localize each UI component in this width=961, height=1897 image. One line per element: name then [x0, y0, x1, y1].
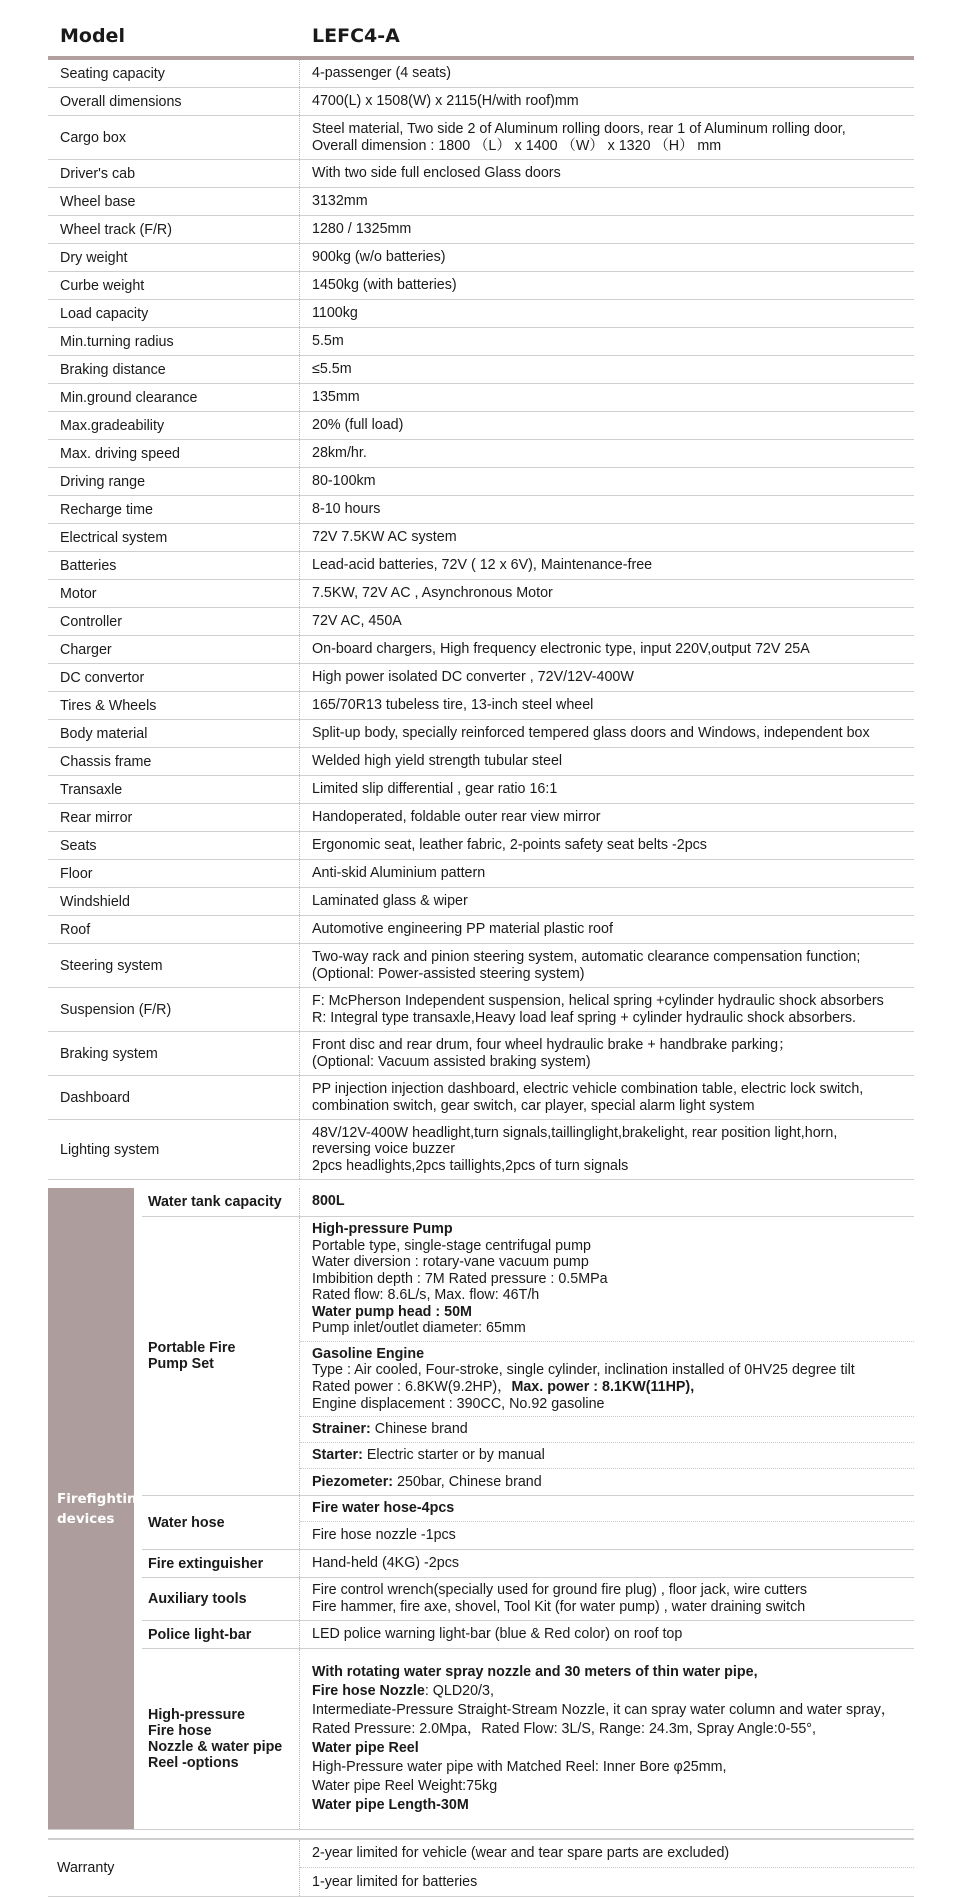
- spec-value-line: 48V/12V-400W headlight,turn signals,taillinglight,brakelight, rear position light,horn,: [312, 1124, 838, 1141]
- firefighting-body: [142, 1188, 914, 1829]
- extinguisher-label: [142, 1550, 300, 1577]
- spec-row: [48, 1120, 914, 1180]
- spec-row: [48, 412, 914, 440]
- spec-row: [48, 832, 914, 860]
- spec-value: [300, 468, 914, 495]
- engine-line: [312, 1379, 914, 1396]
- spec-value: [300, 328, 914, 355]
- spec-row: [48, 188, 914, 216]
- spec-label: Driving range: [48, 468, 300, 495]
- spec-label: Min.ground clearance: [48, 384, 300, 411]
- spec-label: DC convertor: [48, 664, 300, 691]
- spec-label: Steering system: [48, 944, 300, 987]
- spec-label: Cargo box: [48, 116, 300, 159]
- spec-value-line: 1450kg (with batteries): [312, 277, 457, 294]
- spec-value-line: 7.5KW, 72V AC , Asynchronous Motor: [312, 585, 553, 602]
- engine-block: [300, 1342, 914, 1417]
- spec-value-line: On-board chargers, High frequency electronic type, input 220V,output 72V 25A: [312, 641, 810, 658]
- spec-label: Load capacity: [48, 300, 300, 327]
- piezometer-key: Piezometer:: [312, 1473, 394, 1490]
- police-lightbar-label: [142, 1621, 300, 1648]
- spec-row: [48, 664, 914, 692]
- aux-line: Fire hammer, fire axe, shovel, Tool Kit (for water pump) , water draining switch: [312, 1598, 806, 1615]
- spec-value: [300, 1076, 914, 1119]
- starter-value: Electric starter or by manual: [362, 1447, 545, 1464]
- spec-label: Rear mirror: [48, 804, 300, 831]
- spec-value: [300, 244, 914, 271]
- strainer-key: Strainer:: [312, 1421, 371, 1438]
- spec-value: [300, 804, 914, 831]
- spec-value-line: 8-10 hours: [312, 501, 381, 518]
- spec-label: Chassis frame: [48, 748, 300, 775]
- label-text: Water tank capacity: [148, 1194, 282, 1210]
- spec-value: [300, 1032, 914, 1075]
- water-tank-row: [142, 1188, 914, 1217]
- spec-row: [48, 804, 914, 832]
- spec-value-line: R: Integral type transaxle,Heavy load leaf spring + cylinder hydraulic shock absorbers.: [312, 1009, 856, 1026]
- reel-label: [142, 1649, 300, 1829]
- spec-value-line: 3132mm: [312, 193, 368, 210]
- label-text: Portable Fire: [148, 1340, 236, 1356]
- spec-label: Braking system: [48, 1032, 300, 1075]
- spec-value: [300, 356, 914, 383]
- spec-row: [48, 328, 914, 356]
- spec-row: [48, 356, 914, 384]
- spec-label: Floor: [48, 860, 300, 887]
- spec-value: [300, 188, 914, 215]
- spec-label: Charger: [48, 636, 300, 663]
- piezometer-value: 250bar, Chinese brand: [393, 1473, 542, 1490]
- spec-value-line: Front disc and rear drum, four wheel hydraulic brake + handbrake parking；: [312, 1036, 793, 1053]
- spec-row: [48, 580, 914, 608]
- spec-value-line: Lead-acid batteries, 72V ( 12 x 6V), Maintenance-free: [312, 557, 653, 574]
- pump-label: [142, 1217, 300, 1495]
- header-model-name: LEFC4-A: [312, 25, 400, 47]
- spec-value-line: 165/70R13 tubeless tire, 13-inch steel wheel: [312, 697, 594, 714]
- spec-label: Seating capacity: [48, 60, 300, 87]
- spec-value-line: 72V AC, 450A: [312, 613, 402, 630]
- spec-label: Lighting system: [48, 1120, 300, 1179]
- engine-rated: Rated power : 6.8KW(9.2HP)，: [312, 1379, 512, 1395]
- spec-value: [300, 384, 914, 411]
- label-text: Police light-bar: [148, 1626, 252, 1643]
- engine-max: Max. power : 8.1KW(11HP),: [511, 1379, 695, 1395]
- aux-tools-label: [142, 1578, 300, 1620]
- water-hose-label: [142, 1496, 300, 1549]
- spec-row: [48, 440, 914, 468]
- police-value: LED police warning light-bar (blue & Red color) on roof top: [312, 1625, 683, 1642]
- spec-label: Min.turning radius: [48, 328, 300, 355]
- spec-row: [48, 748, 914, 776]
- spec-value: [300, 116, 914, 159]
- spec-row: [48, 116, 914, 160]
- label-text: Nozzle & water pipe: [148, 1739, 283, 1755]
- spec-row: [48, 552, 914, 580]
- spec-value-line: 28km/hr.: [312, 445, 367, 462]
- aux-tools-row: [142, 1578, 914, 1621]
- spec-value-line: 135mm: [312, 389, 360, 406]
- table-header: [48, 0, 914, 60]
- spec-value: [300, 720, 914, 747]
- spec-value: [300, 636, 914, 663]
- spec-row: [48, 60, 914, 88]
- water-tank-value: 800L: [312, 1193, 345, 1210]
- spec-value: [300, 608, 914, 635]
- engine-title: Gasoline Engine: [312, 1345, 425, 1362]
- spec-row: [48, 944, 914, 988]
- spec-value: [300, 272, 914, 299]
- spec-row: [48, 384, 914, 412]
- spec-row: [48, 496, 914, 524]
- spec-row: [48, 988, 914, 1032]
- spec-value: [300, 888, 914, 915]
- spec-value-line: 900kg (w/o batteries): [312, 249, 446, 266]
- reel-line: [312, 1682, 914, 1701]
- spec-row: [48, 1076, 914, 1120]
- spec-label: Curbe weight: [48, 272, 300, 299]
- spec-row: [48, 860, 914, 888]
- water-tank-label: [142, 1188, 300, 1216]
- spec-value-line: Two-way rack and pinion steering system, automatic clearance compensation function;: [312, 948, 861, 965]
- spec-row: [48, 88, 914, 116]
- spec-value-line: (Optional: Power-assisted steering system): [312, 965, 585, 982]
- hp-line: Water diversion : rotary-vane vacuum pump: [312, 1254, 589, 1271]
- spec-value-line: Split-up body, specially reinforced tempered glass doors and Windows, independent box: [312, 725, 870, 742]
- spec-value: [300, 60, 914, 87]
- warranty-batteries: 1-year limited for batteries: [312, 1873, 478, 1890]
- spec-value: [300, 300, 914, 327]
- spec-value-line: Limited slip differential , gear ratio 16:1: [312, 781, 558, 798]
- spec-value: [300, 440, 914, 467]
- starter: [300, 1443, 914, 1469]
- spec-value-line: With two side full enclosed Glass doors: [312, 165, 561, 182]
- spec-value-line: High power isolated DC converter , 72V/12V-400W: [312, 669, 634, 686]
- category-line: Firefighting: [57, 1490, 147, 1507]
- spec-label: Transaxle: [48, 776, 300, 803]
- spec-row: [48, 888, 914, 916]
- spec-value-line: ≤5.5m: [312, 361, 352, 378]
- reel-line: Water pipe Reel Weight:75kg: [312, 1778, 498, 1794]
- warranty-vehicle: 2-year limited for vehicle (wear and tear spare parts are excluded): [300, 1840, 914, 1868]
- hp-pump-block: [300, 1217, 914, 1342]
- header-model: Model: [60, 25, 125, 47]
- spec-label: Dry weight: [48, 244, 300, 271]
- spec-value-line: reversing voice buzzer: [312, 1141, 456, 1158]
- spec-value: [300, 160, 914, 187]
- spec-row: [48, 160, 914, 188]
- spec-value: [300, 692, 914, 719]
- hp-line: Pump inlet/outlet diameter: 65mm: [312, 1320, 526, 1337]
- spec-value: [300, 776, 914, 803]
- spec-value-line: (Optional: Vacuum assisted braking system): [312, 1053, 591, 1070]
- spec-row: [48, 776, 914, 804]
- spec-label: Roof: [48, 916, 300, 943]
- spec-value-line: Handoperated, foldable outer rear view mirror: [312, 809, 601, 826]
- spec-value: [300, 988, 914, 1031]
- spec-value-line: 4700(L) x 1508(W) x 2115(H/with roof)mm: [312, 93, 579, 110]
- spec-value-line: 72V 7.5KW AC system: [312, 529, 457, 546]
- spec-label: Tires & Wheels: [48, 692, 300, 719]
- spec-value: [300, 524, 914, 551]
- spec-row: [48, 1032, 914, 1076]
- spec-value-line: Steel material, Two side 2 of Aluminum rolling doors, rear 1 of Aluminum rolling door,: [312, 120, 846, 137]
- label-text: Reel -options: [148, 1755, 239, 1771]
- spec-value-line: Welded high yield strength tubular steel: [312, 753, 563, 770]
- spec-value: [300, 1120, 914, 1179]
- spec-value-line: 1100kg: [312, 305, 358, 322]
- category-line: devices: [57, 1510, 115, 1527]
- spec-value-line: Laminated glass & wiper: [312, 893, 468, 910]
- piezometer: [300, 1469, 914, 1495]
- reel-line: Rated Pressure: 2.0Mpa，Rated Flow: 3L/S, Range: 24.3m, Spray Angle:0-55°,: [312, 1721, 816, 1737]
- spec-value-line: Automotive engineering PP material plastic roof: [312, 921, 613, 938]
- spec-value: [300, 580, 914, 607]
- spec-row: [48, 608, 914, 636]
- spec-label: Overall dimensions: [48, 88, 300, 115]
- spec-value-line: 5.5m: [312, 333, 344, 350]
- extinguisher-row: [142, 1550, 914, 1578]
- label-text: Fire extinguisher: [148, 1555, 264, 1572]
- spec-row: [48, 468, 914, 496]
- spec-label: Recharge time: [48, 496, 300, 523]
- spec-value-line: 4-passenger (4 seats): [312, 65, 452, 82]
- label-text: Water hose: [148, 1514, 225, 1531]
- spec-rows: [48, 60, 914, 1180]
- spec-row: [48, 272, 914, 300]
- spec-sheet: [48, 0, 914, 1897]
- reel-nozzle-value: : QLD20/3,: [424, 1683, 494, 1699]
- strainer-value: Chinese brand: [370, 1421, 468, 1438]
- label-text: High-pressure: [148, 1707, 245, 1723]
- spec-value-line: F: McPherson Independent suspension, helical spring +cylinder hydraulic shock absorbers: [312, 992, 884, 1009]
- police-lightbar-row: [142, 1621, 914, 1649]
- starter-key: Starter:: [312, 1447, 363, 1464]
- hp-head: Water pump head : 50M: [312, 1303, 472, 1320]
- spec-value-line: 20% (full load): [312, 417, 404, 434]
- engine-line: Type : Air cooled, Four-stroke, single cylinder, inclination installed of 0HV25 degree tilt: [312, 1362, 855, 1379]
- spec-row: [48, 720, 914, 748]
- reel-line: With rotating water spray nozzle and 30 meters of thin water pipe,: [312, 1664, 758, 1680]
- spec-value-line: 2pcs headlights,2pcs taillights,2pcs of turn signals: [312, 1157, 629, 1174]
- spec-label: Seats: [48, 832, 300, 859]
- reel-line: High-Pressure water pipe with Matched Reel: Inner Bore φ25mm,: [312, 1759, 727, 1775]
- reel-line: Intermediate-Pressure Straight-Stream Nozzle, it can spray water column and water spray，: [312, 1702, 896, 1718]
- spec-label: Braking distance: [48, 356, 300, 383]
- spec-label: Suspension (F/R): [48, 988, 300, 1031]
- spec-value: [300, 860, 914, 887]
- strainer: [300, 1417, 914, 1443]
- spec-value: [300, 216, 914, 243]
- spec-label: Electrical system: [48, 524, 300, 551]
- spec-value: [300, 412, 914, 439]
- spec-label: Driver's cab: [48, 160, 300, 187]
- spec-label: Max.gradeability: [48, 412, 300, 439]
- label-text: Fire hose: [148, 1723, 212, 1739]
- spec-value-line: Overall dimension : 1800 （L） x 1400 （W） x 1320 （H） mm: [312, 137, 722, 154]
- spec-label: Wheel track (F/R): [48, 216, 300, 243]
- spec-value: [300, 496, 914, 523]
- spec-value: [300, 748, 914, 775]
- warranty-row: [48, 1838, 914, 1897]
- spec-row: [48, 692, 914, 720]
- hp-line: Portable type, single-stage centrifugal pump: [312, 1237, 591, 1254]
- spec-label: Motor: [48, 580, 300, 607]
- spec-row: [48, 300, 914, 328]
- spec-row: [48, 216, 914, 244]
- engine-line: Engine displacement : 390CC, No.92 gasoline: [312, 1395, 605, 1412]
- spec-label: Dashboard: [48, 1076, 300, 1119]
- hp-line: Rated flow: 8.6L/s, Max. flow: 46T/h: [312, 1287, 540, 1304]
- spec-value-line: PP injection injection dashboard, electric vehicle combination table, electric lock switch,: [312, 1080, 864, 1097]
- aux-line: Fire control wrench(specially used for ground fire plug) , floor jack, wire cutters: [312, 1581, 808, 1598]
- spec-value: [300, 88, 914, 115]
- spec-label: Windshield: [48, 888, 300, 915]
- spec-value: [300, 916, 914, 943]
- firefighting-category: [48, 1188, 147, 1829]
- reel-nozzle-key: Fire hose Nozzle: [312, 1683, 425, 1699]
- spec-value-line: combination switch, gear switch, car player, special alarm light system: [312, 1097, 755, 1114]
- hose-line: Fire hose nozzle -1pcs: [312, 1527, 456, 1544]
- hp-pump-title: High-pressure Pump: [312, 1220, 453, 1237]
- label-text: Pump Set: [148, 1356, 214, 1372]
- water-hose-row: [142, 1496, 914, 1550]
- spec-value-line: Ergonomic seat, leather fabric, 2-points safety seat belts -2pcs: [312, 837, 707, 854]
- warranty-label: Warranty: [48, 1840, 300, 1896]
- spec-label: Batteries: [48, 552, 300, 579]
- spec-row: [48, 636, 914, 664]
- reel-row: [142, 1649, 914, 1829]
- spec-label: Max. driving speed: [48, 440, 300, 467]
- spec-label: Wheel base: [48, 188, 300, 215]
- pump-row: [142, 1217, 914, 1496]
- label-text: Auxiliary tools: [148, 1591, 247, 1607]
- spec-value-line: 1280 / 1325mm: [312, 221, 412, 238]
- spec-value-line: 80-100km: [312, 473, 376, 490]
- firefighting-section: [48, 1188, 914, 1830]
- hp-line: Imbibition depth : 7M Rated pressure : 0.5MPa: [312, 1270, 608, 1287]
- spec-value: [300, 832, 914, 859]
- spec-value-line: Anti-skid Aluminium pattern: [312, 865, 486, 882]
- hose-line: Fire water hose-4pcs: [312, 1500, 455, 1517]
- reel-line: Water pipe Reel: [312, 1740, 419, 1756]
- spec-label: Controller: [48, 608, 300, 635]
- spec-row: [48, 244, 914, 272]
- spec-value: [300, 552, 914, 579]
- spec-label: Body material: [48, 720, 300, 747]
- reel-line: Water pipe Length-30M: [312, 1797, 469, 1813]
- spec-row: [48, 524, 914, 552]
- spec-row: [48, 916, 914, 944]
- extinguisher-value: Hand-held (4KG) -2pcs: [312, 1554, 460, 1571]
- spec-value: [300, 664, 914, 691]
- spec-value: [300, 944, 914, 987]
